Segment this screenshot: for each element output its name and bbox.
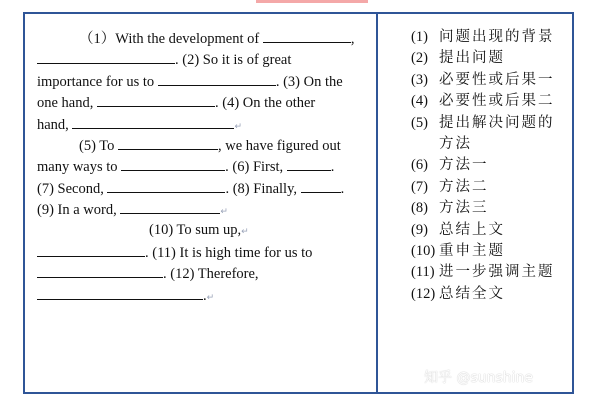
text-p2h: . [340,180,345,197]
text-p2c: many ways to [37,159,118,176]
outline-item-number: (8) [411,200,428,217]
text-p1b: , [350,31,355,47]
blank [107,177,225,193]
outline-item-number: (1) [411,29,428,45]
text-p3c: . (12) Therefore, [163,266,259,283]
outline-item [411,198,561,219]
line-12 [37,262,371,283]
outline-item [411,48,561,69]
outline-item-number: (6) [411,157,428,174]
text-p1d: importance for us to [37,73,155,90]
outline-item-text: 总结上文 [439,221,505,238]
outline-item [411,262,561,283]
text-p3b: . (11) It is high time for us to [145,244,313,261]
line-10 [37,220,371,241]
text-p1g: . (4) On the other [215,95,316,112]
essay-template-column [37,27,371,305]
line-13 [37,284,371,305]
outline-item-number: (11) [411,264,435,281]
outline-item-text: 重申主题 [439,243,505,260]
column-divider [376,12,378,394]
text-p2a: (5) To [79,137,115,154]
return-mark-icon: ↵ [220,207,228,218]
outline-item-text: 必要性或后果一 [439,71,555,88]
outline-item [411,220,561,241]
line-9 [37,198,371,219]
outline-item-text: 问题出现的背景 [439,29,555,45]
text-p1c: . (2) So it is of great [175,52,292,69]
text-p1h: hand, [37,116,69,133]
blank [158,70,276,86]
line-7 [37,155,371,176]
line-2 [37,48,371,69]
text-p2i: (9) In a word, [37,202,117,219]
blank [287,155,331,171]
text-p1f: one hand, [37,95,94,112]
line-1 [37,27,371,48]
outline-item-text: 提出问题 [439,50,505,67]
text-p3a: (10) To sum up, [149,221,242,238]
blank [301,177,341,193]
text-p2f: (7) Second, [37,180,104,197]
outline-item-text: 方法一 [439,157,489,174]
structure-outline-column [411,27,561,305]
outline-item [411,155,561,176]
blank [263,27,351,43]
return-mark-icon: ↵ [206,292,215,303]
blank [120,198,220,214]
outline-item-number: (7) [411,178,428,195]
outline-item-number: (12) [411,285,436,302]
text-p2e: . [330,159,335,176]
outline-item-number: (10) [411,243,436,260]
outline-item [411,91,561,112]
blank [121,155,225,171]
outline-item-text: 进一步强调主题 [439,264,555,281]
text-p2b: , we have figured out [218,137,341,154]
blank [72,113,234,129]
line-3 [37,70,371,91]
blank [97,91,215,107]
blank [37,262,163,278]
return-mark-icon: ↵ [234,121,242,132]
outline-item-number: (9) [411,221,428,238]
line-6 [37,134,371,155]
outline-item-text: 提出解决问题的方法 [439,114,555,153]
outline-item-number: (3) [411,71,428,88]
line-8 [37,177,371,198]
outline-item-number: (2) [411,50,428,67]
outline-item-text: 方法二 [439,178,489,195]
outline-item [411,70,561,91]
line-4 [37,91,371,112]
text-p2d: . (6) First, [225,159,284,176]
blank [118,134,218,150]
outline-item-text: 总结全文 [439,285,505,302]
text-p2g: . (8) Finally, [225,180,298,197]
return-mark-icon: ↵ [241,226,249,237]
watermark: 知乎 @sunshine [424,370,534,386]
outline-item [411,241,561,262]
blank [37,48,175,64]
text-p3d: . [203,287,207,304]
outline-item-number: (5) [411,114,428,131]
outline-item [411,284,561,305]
blank [37,241,145,257]
outline-item [411,113,561,156]
top-accent-bar [256,0,368,3]
blank [37,284,203,300]
text-p1e: . (3) On the [275,73,343,90]
outline-item [411,177,561,198]
outline-item-text: 必要性或后果二 [439,93,555,110]
outline-item-number: (4) [411,93,428,110]
outline-item-text: 方法三 [439,200,489,217]
text-p1a: （1）With the development of [79,31,260,47]
line-11 [37,241,371,262]
outline-item [411,27,561,48]
line-5 [37,113,371,134]
